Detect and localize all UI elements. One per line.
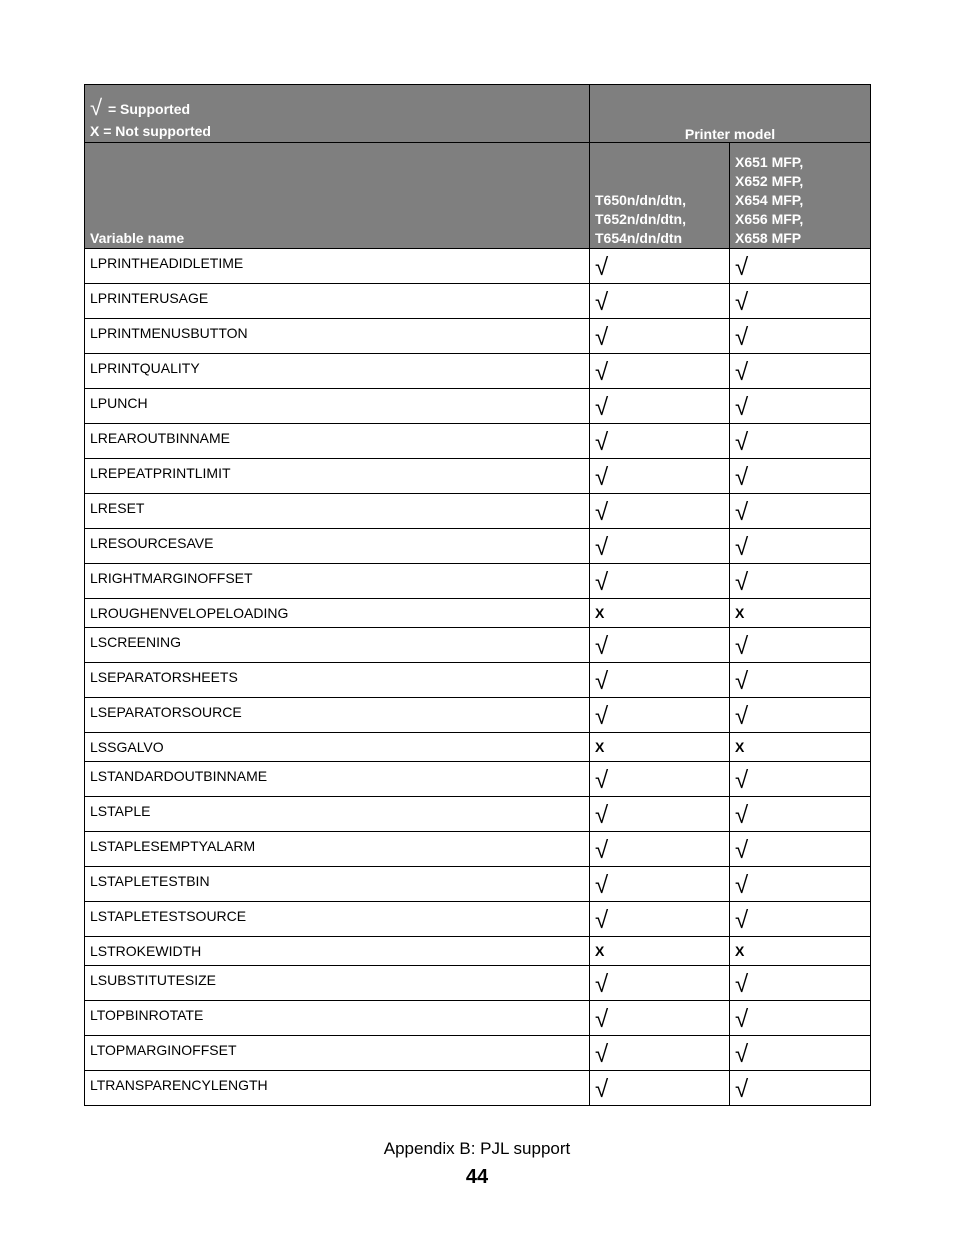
- variable-name-cell: LREPEATPRINTLIMIT: [85, 459, 590, 494]
- check-icon: √: [595, 534, 609, 561]
- model1-support-cell: [590, 249, 730, 284]
- variable-name-cell: LSEPARATORSHEETS: [85, 663, 590, 698]
- variable-name-cell: LSTAPLESEMPTYALARM: [85, 832, 590, 867]
- not-supported-mark: X: [735, 605, 745, 621]
- model2-support-cell: [730, 319, 871, 354]
- variable-name-cell: LREAROUTBINNAME: [85, 424, 590, 459]
- table-row: [85, 733, 871, 762]
- model2-support-cell: [730, 832, 871, 867]
- model1-support-cell: [590, 319, 730, 354]
- check-icon: √: [595, 767, 609, 794]
- variable-name-cell: LPRINTMENUSBUTTON: [85, 319, 590, 354]
- model1-line: T654n/dn/dtn: [595, 230, 683, 246]
- check-icon: √: [735, 359, 749, 386]
- table-body: [85, 249, 871, 1106]
- model1-support-cell: [590, 762, 730, 797]
- model2-support-cell: [730, 529, 871, 564]
- model1-support-cell: [590, 966, 730, 1001]
- model2-line: X658 MFP: [735, 230, 802, 246]
- model1-support-cell: [590, 628, 730, 663]
- check-icon: √: [595, 1041, 609, 1068]
- model2-support-cell: [730, 459, 871, 494]
- model2-support-cell: [730, 564, 871, 599]
- model2-support-cell: [730, 733, 871, 762]
- model1-support-cell: [590, 424, 730, 459]
- table-row: [85, 459, 871, 494]
- model1-support-cell: [590, 564, 730, 599]
- table-row: [85, 494, 871, 529]
- model1-support-cell: [590, 698, 730, 733]
- table-row: [85, 1001, 871, 1036]
- check-icon: √: [735, 254, 749, 281]
- legend-supported-label: = Supported: [107, 101, 191, 117]
- footer-title: Appendix B: PJL support: [383, 1139, 571, 1158]
- model2-support-cell: [730, 902, 871, 937]
- table-row: [85, 902, 871, 937]
- table-row: [85, 249, 871, 284]
- variable-name-cell: LSSGALVO: [85, 733, 590, 762]
- model2-line: X651 MFP,: [735, 154, 804, 170]
- legend-cell: [85, 85, 590, 143]
- model1-support-cell: [590, 284, 730, 319]
- model2-support-cell: [730, 663, 871, 698]
- model1-support-cell: [590, 529, 730, 564]
- variable-name-cell: LPRINTHEADIDLETIME: [85, 249, 590, 284]
- model2-support-cell: [730, 867, 871, 902]
- check-icon: √: [735, 802, 749, 829]
- check-icon: √: [735, 569, 749, 596]
- model1-support-cell: [590, 599, 730, 628]
- check-icon: √: [595, 254, 609, 281]
- check-icon: √: [735, 872, 749, 899]
- model1-support-cell: [590, 663, 730, 698]
- check-icon: √: [595, 464, 609, 491]
- check-icon: √: [735, 1076, 749, 1103]
- table-row: [85, 966, 871, 1001]
- model1-support-cell: [590, 1036, 730, 1071]
- variable-name-cell: LRESET: [85, 494, 590, 529]
- table-row: [85, 389, 871, 424]
- model2-header: [730, 143, 871, 249]
- model2-line: X652 MFP,: [735, 173, 804, 189]
- variable-name-cell: LSTAPLETESTBIN: [85, 867, 590, 902]
- check-icon: √: [735, 837, 749, 864]
- model1-support-cell: [590, 902, 730, 937]
- model1-support-cell: [590, 733, 730, 762]
- check-icon: √: [735, 289, 749, 316]
- check-icon: √: [595, 289, 609, 316]
- check-icon: √: [735, 324, 749, 351]
- variable-name-cell: LRIGHTMARGINOFFSET: [85, 564, 590, 599]
- not-supported-mark: X: [735, 739, 745, 755]
- model2-support-cell: [730, 424, 871, 459]
- variable-name-cell: LROUGHENVELOPELOADING: [85, 599, 590, 628]
- check-icon: √: [595, 1006, 609, 1033]
- model2-line: X654 MFP,: [735, 192, 804, 208]
- not-supported-mark: X: [735, 943, 745, 959]
- table-row: [85, 1036, 871, 1071]
- table-row: [85, 424, 871, 459]
- model1-support-cell: [590, 1071, 730, 1106]
- check-icon: √: [595, 971, 609, 998]
- table-row: [85, 529, 871, 564]
- variable-name-cell: LSEPARATORSOURCE: [85, 698, 590, 733]
- model2-support-cell: [730, 249, 871, 284]
- check-icon: √: [735, 394, 749, 421]
- variable-name-cell: LSTAPLE: [85, 797, 590, 832]
- model1-support-cell: [590, 832, 730, 867]
- check-icon: √: [735, 907, 749, 934]
- table-row: [85, 628, 871, 663]
- model2-support-cell: [730, 698, 871, 733]
- model2-support-cell: [730, 354, 871, 389]
- model2-support-cell: [730, 284, 871, 319]
- model1-support-cell: [590, 797, 730, 832]
- not-supported-mark: X: [595, 739, 605, 755]
- table-row: [85, 867, 871, 902]
- model1-header: [590, 143, 730, 249]
- variable-name-cell: LSTANDARDOUTBINNAME: [85, 762, 590, 797]
- check-icon: √: [735, 668, 749, 695]
- check-icon: √: [595, 837, 609, 864]
- model1-support-cell: [590, 1001, 730, 1036]
- check-icon: √: [595, 668, 609, 695]
- check-icon: √: [595, 569, 609, 596]
- model2-support-cell: [730, 389, 871, 424]
- check-icon: √: [595, 633, 609, 660]
- model2-support-cell: [730, 494, 871, 529]
- check-icon: √: [735, 767, 749, 794]
- model2-support-cell: [730, 762, 871, 797]
- check-icon: √: [735, 633, 749, 660]
- model2-support-cell: [730, 966, 871, 1001]
- check-icon: √: [595, 907, 609, 934]
- check-icon: √: [735, 534, 749, 561]
- check-icon: √: [735, 703, 749, 730]
- check-icon: √: [595, 703, 609, 730]
- table-header-row-columns: [85, 143, 871, 249]
- table-row: [85, 762, 871, 797]
- variable-name-cell: LSCREENING: [85, 628, 590, 663]
- check-icon: √: [595, 872, 609, 899]
- model1-line: T650n/dn/dtn,: [595, 192, 686, 208]
- pjl-support-table: [84, 84, 871, 1106]
- variable-name-cell: LRESOURCESAVE: [85, 529, 590, 564]
- check-icon: √: [595, 1076, 609, 1103]
- check-icon: √: [595, 359, 609, 386]
- not-supported-mark: X: [595, 943, 605, 959]
- legend-supported: [90, 97, 584, 120]
- variable-name-cell: LPRINTQUALITY: [85, 354, 590, 389]
- check-icon: √: [735, 971, 749, 998]
- table-header-row-legend: [85, 85, 871, 143]
- model2-support-cell: [730, 937, 871, 966]
- page-number: 44: [465, 1166, 489, 1188]
- table-row: [85, 937, 871, 966]
- table-row: [85, 319, 871, 354]
- table-row: [85, 599, 871, 628]
- table-row: [85, 1071, 871, 1106]
- table-row: [85, 663, 871, 698]
- model2-support-cell: [730, 1001, 871, 1036]
- model1-line: T652n/dn/dtn,: [595, 211, 686, 227]
- model2-support-cell: [730, 1071, 871, 1106]
- check-icon: √: [595, 394, 609, 421]
- model2-support-cell: [730, 1036, 871, 1071]
- check-icon: √: [595, 324, 609, 351]
- table-row: [85, 284, 871, 319]
- model1-support-cell: [590, 937, 730, 966]
- check-icon: √: [595, 429, 609, 456]
- model2-line: X656 MFP,: [735, 211, 804, 227]
- model1-support-cell: [590, 354, 730, 389]
- check-icon: √: [735, 429, 749, 456]
- legend-not-supported: X = Not supported: [90, 123, 211, 139]
- variable-name-cell: LSTAPLETESTSOURCE: [85, 902, 590, 937]
- model1-support-cell: [590, 459, 730, 494]
- table-row: [85, 797, 871, 832]
- model2-support-cell: [730, 628, 871, 663]
- check-icon: √: [735, 499, 749, 526]
- check-icon: √: [735, 1006, 749, 1033]
- variable-name-cell: LPRINTERUSAGE: [85, 284, 590, 319]
- check-icon: √: [90, 95, 103, 120]
- not-supported-mark: X: [595, 605, 605, 621]
- printer-model-header: Printer model: [590, 85, 871, 143]
- table-row: [85, 698, 871, 733]
- variable-name-cell: LPUNCH: [85, 389, 590, 424]
- variable-name-cell: LTOPMARGINOFFSET: [85, 1036, 590, 1071]
- model2-support-cell: [730, 797, 871, 832]
- variable-name-cell: LTOPBINROTATE: [85, 1001, 590, 1036]
- variable-name-cell: LTRANSPARENCYLENGTH: [85, 1071, 590, 1106]
- variable-name-header: Variable name: [85, 143, 590, 249]
- variable-name-cell: LSUBSTITUTESIZE: [85, 966, 590, 1001]
- model1-support-cell: [590, 389, 730, 424]
- model2-support-cell: [730, 599, 871, 628]
- check-icon: √: [735, 1041, 749, 1068]
- table-row: [85, 564, 871, 599]
- check-icon: √: [595, 802, 609, 829]
- check-icon: √: [595, 499, 609, 526]
- table-row: [85, 354, 871, 389]
- check-icon: √: [735, 464, 749, 491]
- variable-name-cell: LSTROKEWIDTH: [85, 937, 590, 966]
- model1-support-cell: [590, 494, 730, 529]
- model1-support-cell: [590, 867, 730, 902]
- table-row: [85, 832, 871, 867]
